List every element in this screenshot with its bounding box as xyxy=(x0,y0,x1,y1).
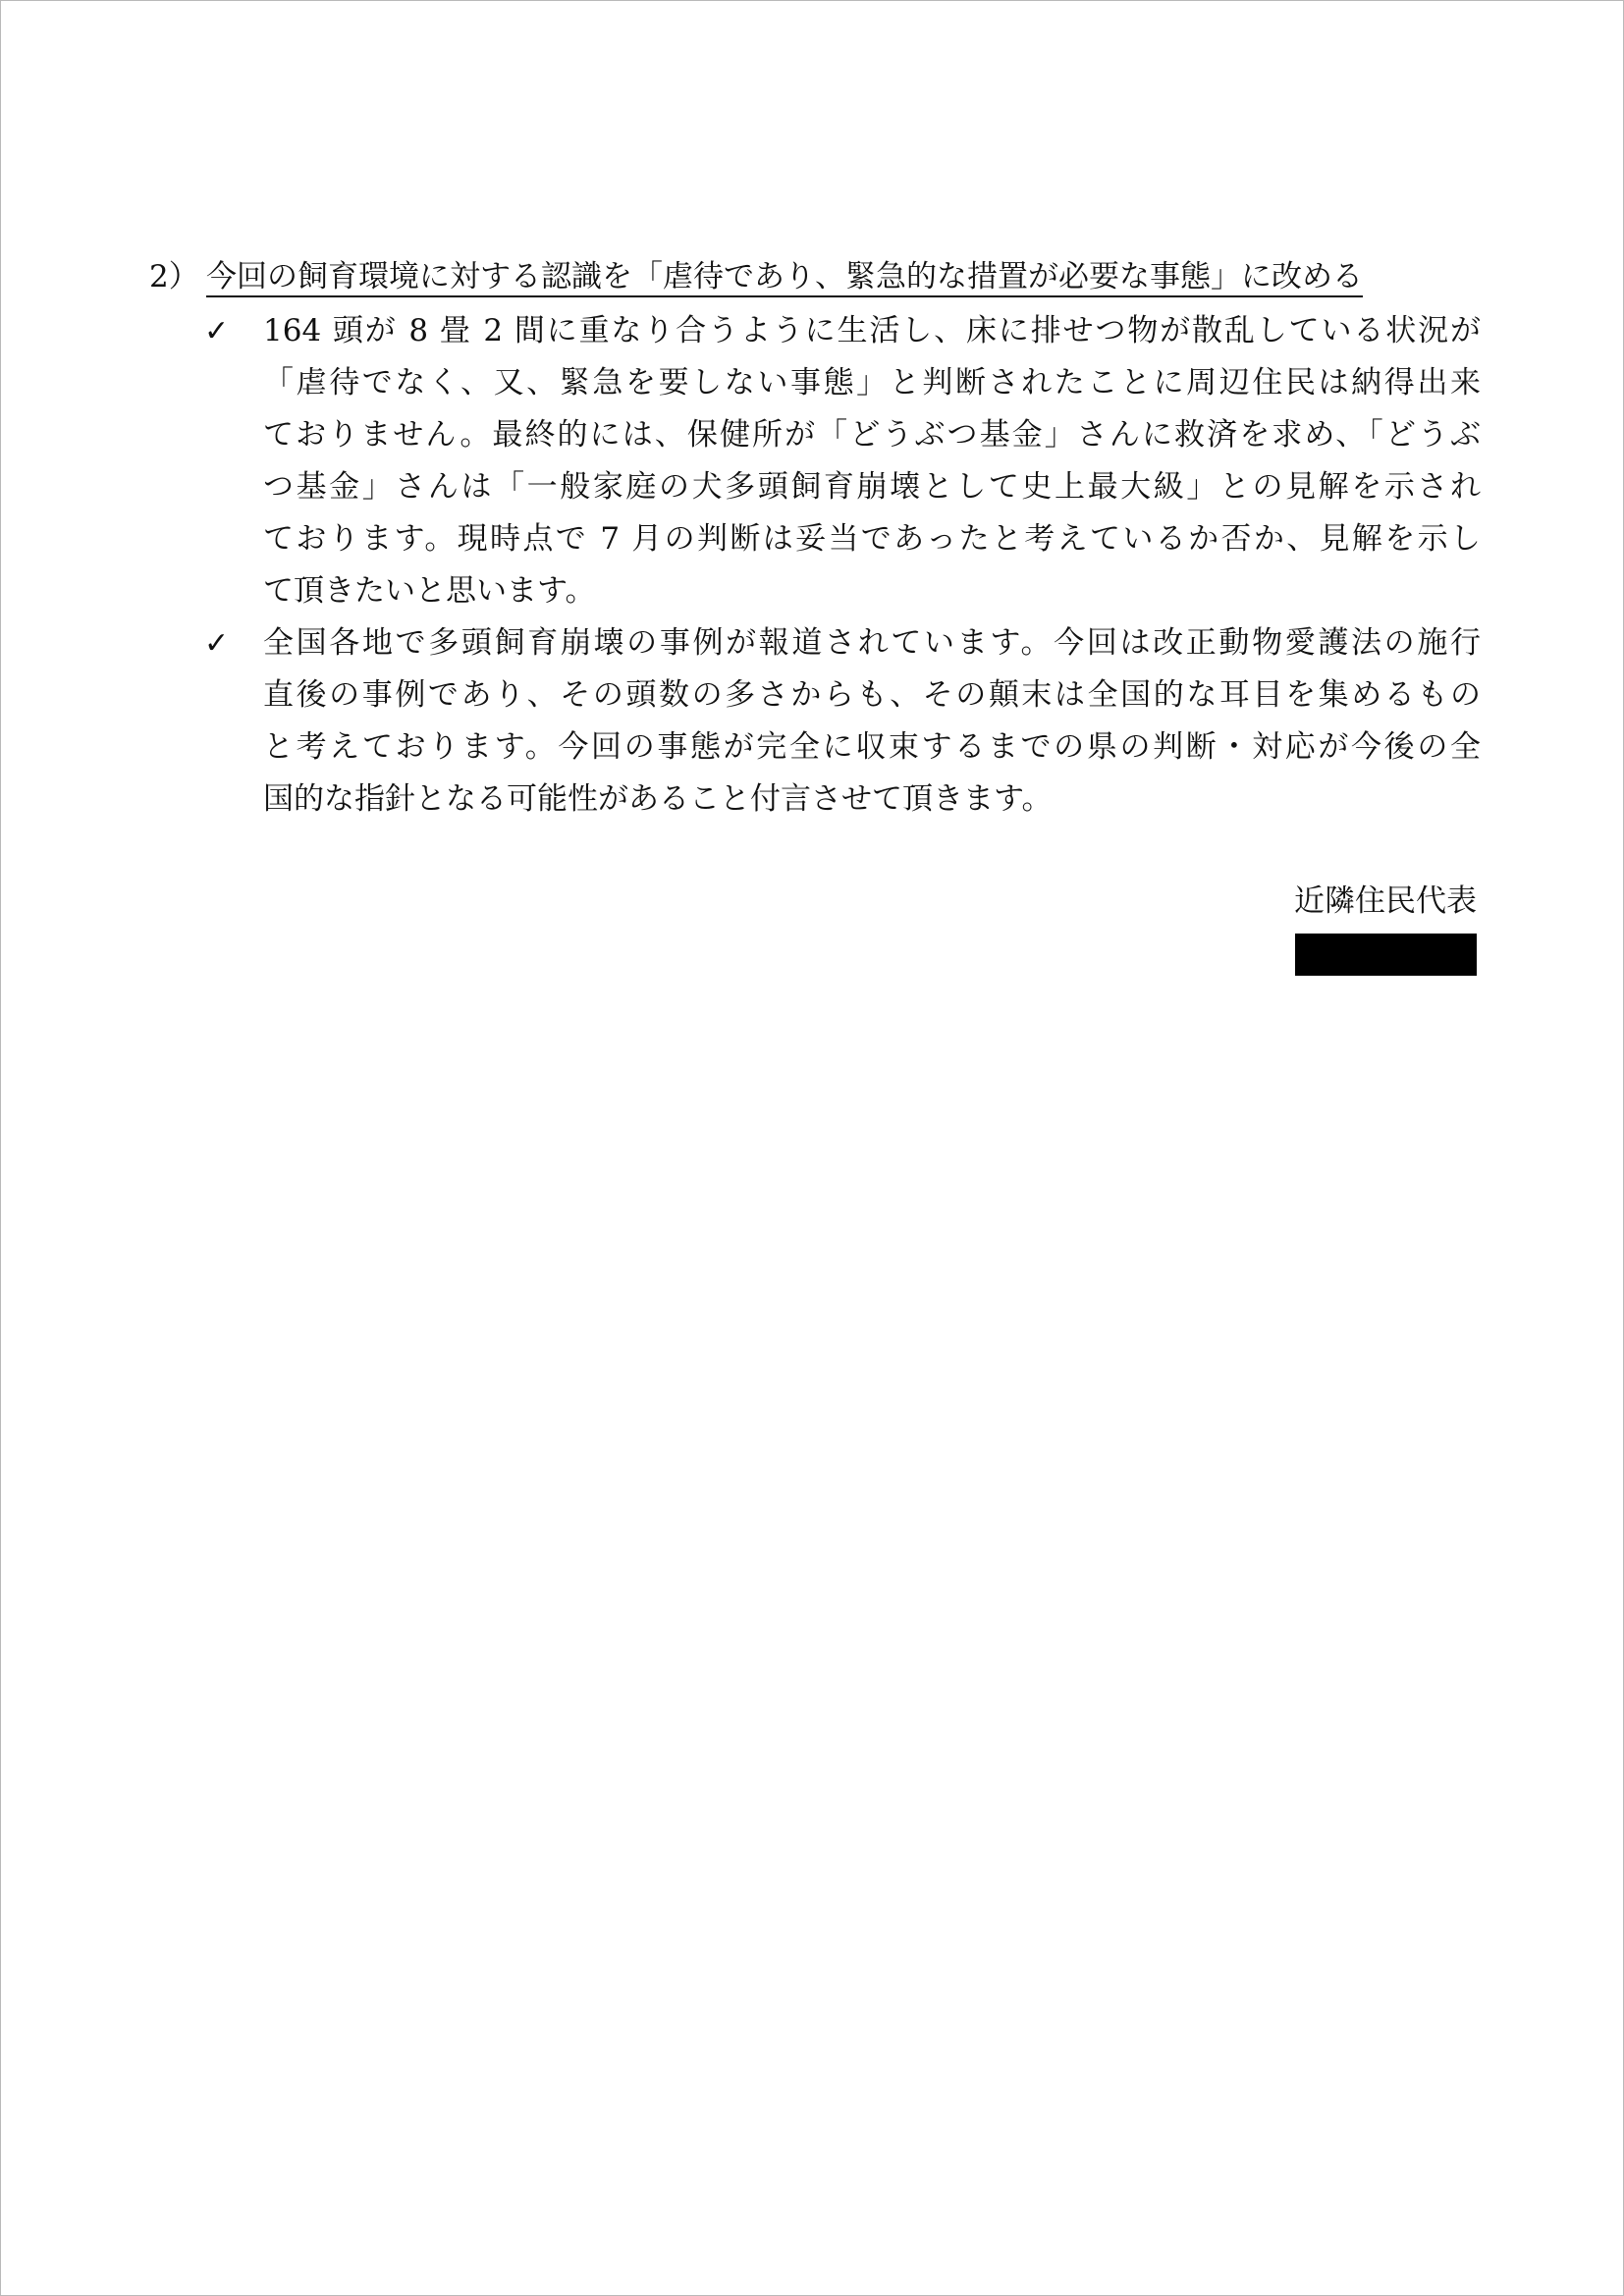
text-line: 「虐待でなく、又、緊急を要しない事態」と判断されたことに周辺住民は納得出来 xyxy=(263,365,1481,400)
text-line: ております。現時点で 7 月の判断は妥当であったと考えているか否か、見解を示し xyxy=(263,521,1481,557)
section-number: 2） xyxy=(149,259,199,294)
bullet-item-text xyxy=(263,305,1481,617)
bullet-item-text xyxy=(263,617,1481,826)
check-mark-icon: ✓ xyxy=(204,626,230,661)
text-line: ておりません。最終的には、保健所が「どうぶつ基金」さんに救済を求め、「どうぶ xyxy=(263,417,1481,453)
redacted-name xyxy=(1295,934,1477,976)
signature-block xyxy=(1130,878,1477,925)
text-line: て頂きたいと思います。 xyxy=(263,573,596,609)
text-line: 国的な指針となる可能性があること付言させて頂きます。 xyxy=(263,781,1053,817)
text-line: 全国各地で多頭飼育崩壊の事例が報道されています。今回は改正動物愛護法の施行 xyxy=(263,625,1481,661)
text-line: 直後の事例であり、その頭数の多さからも、その顛末は全国的な耳目を集めるもの xyxy=(263,677,1481,713)
signature-title: 近隣住民代表 xyxy=(1294,883,1477,919)
check-mark-icon: ✓ xyxy=(204,314,230,348)
text-line: 164 頭が 8 畳 2 間に重なり合うように生活し、床に排せつ物が散乱している状況が xyxy=(263,313,1481,348)
text-line: と考えております。今回の事態が完全に収束するまでの県の判断・対応が今後の全 xyxy=(263,729,1481,765)
section-title: 今回の飼育環境に対する認識を「虐待であり、緊急的な措置が必要な事態」に改める xyxy=(206,259,1363,297)
section-heading xyxy=(149,253,1363,300)
text-line: つ基金」さんは「一般家庭の犬多頭飼育崩壊として史上最大級」との見解を示され xyxy=(263,469,1481,505)
